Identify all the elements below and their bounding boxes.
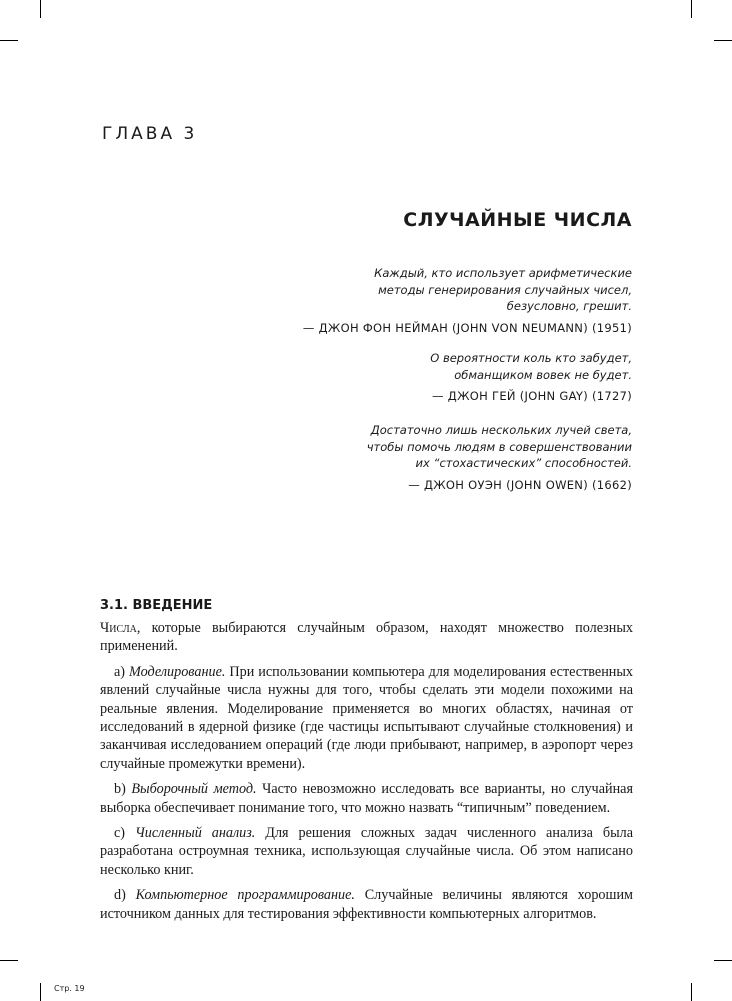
item-text: При использовании компьютера для моделирования естественных явлений случайные числа нужны для того, чтобы сделать эти модели похожими на реальные явления. Моделирование применяется во многих областях, начиная от исследований в ядерной физике (где частицы испытывают случайные столкновения) и заканчивая исследованием операций (где люди прибывают, например, в аэропорт через случайные промежутки времени). xyxy=(100,663,634,772)
epigraph-line: О вероятности коль кто забудет, xyxy=(430,351,632,365)
crop-mark xyxy=(40,983,41,1001)
crop-mark xyxy=(714,40,732,41)
epigraph-line: обманщиком вовек не будет. xyxy=(454,367,632,382)
intro-rest: , которые выбираются случайным образом, находят множество полезных применений. xyxy=(100,620,633,655)
epigraph-quote xyxy=(367,422,632,472)
epigraph-attribution: — ДЖОН ГЕЙ (JOHN GAY) (1727) xyxy=(432,389,632,403)
epigraph-line: Достаточно лишь нескольких лучей света, xyxy=(370,423,632,437)
item-label: Моделирование. xyxy=(129,663,226,680)
item-text: Случайные величины являются хорошим источником данных для тестирования эффективности компьютерных алгоритмов. xyxy=(100,887,634,922)
list-item xyxy=(100,824,633,879)
epigraph-line: Каждый, кто использует арифметические xyxy=(374,266,632,280)
body-text xyxy=(100,619,633,923)
item-text: Часто невозможно исследовать все варианты, но случайная выборка обеспечивает понимание того, что можно назвать “типичным” поведением. xyxy=(100,781,633,816)
crop-mark xyxy=(40,0,41,18)
item-label: Численный анализ. xyxy=(135,825,256,842)
epigraph-quote xyxy=(430,350,632,383)
crop-mark xyxy=(691,0,692,18)
epigraph-attribution: — ДЖОН ФОН НЕЙМАН (JOHN VON NEUMANN) (1951) xyxy=(302,321,632,335)
item-text: Для решения сложных задач численного анализа была разработана остроумная техника, использующая случайные числа. Об этом написано несколько книг. xyxy=(100,825,634,878)
epigraph-quote xyxy=(374,265,632,315)
item-marker: d) xyxy=(114,887,126,904)
section-heading: 3.1. ВВЕДЕНИЕ xyxy=(100,598,213,613)
page-number: Стр. 19 xyxy=(54,984,85,993)
intro-paragraph xyxy=(100,619,633,656)
list-item xyxy=(100,886,633,923)
list-item xyxy=(100,780,633,817)
chapter-title: СЛУЧАЙНЫЕ ЧИСЛА xyxy=(403,209,632,231)
item-marker: a) xyxy=(114,663,126,680)
crop-mark xyxy=(0,960,18,961)
chapter-label: ГЛАВА 3 xyxy=(102,124,198,144)
epigraph-line: методы генерирования случайных чисел, xyxy=(378,282,632,297)
item-label: Выборочный метод. xyxy=(131,781,257,798)
intro-first-word: Числа xyxy=(100,620,137,636)
crop-mark xyxy=(0,40,18,41)
epigraph-line: чтобы помочь людям в совершенствовании xyxy=(366,439,632,454)
item-marker: b) xyxy=(114,781,126,798)
crop-mark xyxy=(691,983,692,1001)
list-item xyxy=(100,663,633,773)
epigraph-attribution: — ДЖОН ОУЭН (JOHN OWEN) (1662) xyxy=(408,478,632,492)
epigraph-line: безусловно, грешит. xyxy=(506,299,632,313)
item-marker: c) xyxy=(114,825,126,842)
item-label: Компьютерное программирование. xyxy=(135,887,355,904)
crop-mark xyxy=(714,960,732,961)
epigraph-line: их “стохастических” способностей. xyxy=(415,456,632,470)
